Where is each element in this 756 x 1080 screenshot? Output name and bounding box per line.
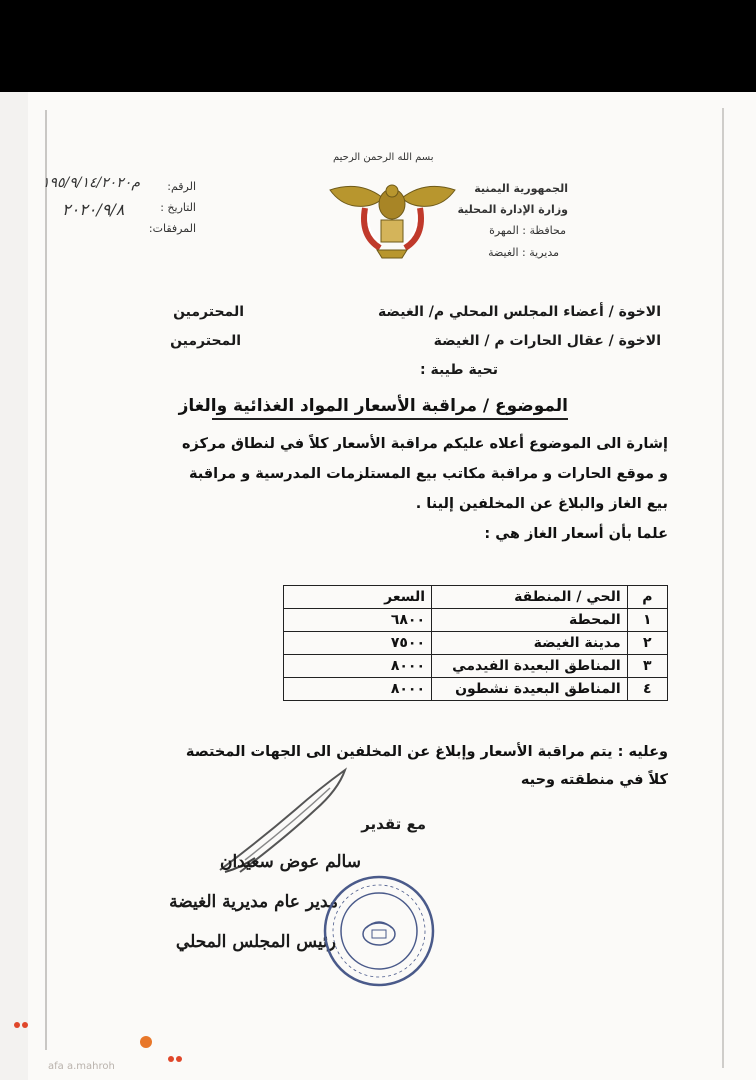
header-left-line-3: محافظة : المهرة: [489, 224, 566, 237]
signatory-title-2: رئيس المجلس المحلي: [175, 932, 336, 952]
header-price: السعر: [284, 586, 432, 609]
row-index: ١: [627, 609, 667, 632]
emblem: [325, 178, 460, 260]
row-area: مدينة الغيضة: [432, 632, 628, 655]
date-value: ٢٠٢٠/٩/٨: [62, 200, 125, 219]
attachments-label: المرفقات:: [148, 222, 196, 235]
row-area: المناطق البعيدة نشطون: [432, 678, 628, 701]
paper-fold-right: [722, 108, 724, 1068]
body-line-2: و موقع الحارات و مراقبة مكاتب بيع المستلزمات المدرسية و مراقبة: [188, 466, 668, 482]
header-left-line-1: الجمهورية اليمنية: [474, 182, 568, 195]
table-row: [284, 632, 668, 655]
signatory-name: سالم عوض سعيدان: [220, 852, 361, 872]
body-line-1: إشارة الى الموضوع أعلاه عليكم مراقبة الأسعار كلاً في لنطاق مركزه: [181, 436, 668, 452]
body-line-3: بيع الغاز والبلاغ عن المخلفين إلينا .: [415, 496, 668, 512]
yemen-eagle-emblem-icon: [325, 178, 460, 260]
row-area: المحطة: [432, 609, 628, 632]
closing-line-1: وعليه : يتم مراقبة الأسعار وإبلاغ عن المخلفين الى الجهات المختصة: [185, 744, 668, 760]
addressee-line-1: الاخوة / أعضاء المجلس المحلي م/ الغيضة: [377, 304, 661, 320]
row-index: ٤: [627, 678, 667, 701]
signatory-title-1: مدير عام مديرية الغيضة: [169, 892, 338, 912]
watermark-text: afa a.mahroh: [48, 1061, 115, 1072]
addressee-line-2: الاخوة / عقال الحارات م / الغيضة: [433, 333, 661, 349]
row-index: ٢: [627, 632, 667, 655]
header-left-line-4: مديرية : الغيضة: [488, 246, 559, 259]
gas-price-table: [283, 585, 668, 701]
row-price: ٨٠٠٠: [284, 655, 432, 678]
header-left-line-2: وزارة الإدارة المحلية: [457, 203, 568, 216]
watermark-dot-icon: [22, 1022, 28, 1028]
body-line-4: علما بأن أسعار الغاز هي :: [484, 526, 668, 542]
row-price: ٦٨٠٠: [284, 609, 432, 632]
ref-value: م١٩٥/٩/١٤/٢٠٢٠: [42, 175, 141, 191]
ref-label: الرقم:: [167, 180, 196, 193]
closing-line-2: كلاً في منطقته وحيه: [520, 772, 668, 788]
date-label: التاريخ :: [160, 201, 196, 214]
header-area: الحي / المنطقة: [432, 586, 628, 609]
row-price: ٧٥٠٠: [284, 632, 432, 655]
header-index: م: [627, 586, 667, 609]
top-black-bar: [0, 0, 756, 92]
greeting: تحية طيبة :: [419, 362, 498, 378]
subject-underline: [212, 418, 568, 420]
table-header-row: [284, 586, 668, 609]
watermark-dot-icon: [176, 1056, 182, 1062]
row-area: المناطق البعيدة الفيدمي: [432, 655, 628, 678]
addressee-honorific-2: المحترمين: [170, 333, 241, 349]
table-row: [284, 655, 668, 678]
subject-heading: الموضوع / مراقبة الأسعار المواد الغذائية والغاز: [178, 396, 568, 416]
watermark-dot-icon: [14, 1022, 20, 1028]
regards: مع تقدير: [361, 815, 426, 833]
paper-fold-left: [45, 110, 47, 1050]
row-price: ٨٠٠٠: [284, 678, 432, 701]
watermark-dot-icon: [168, 1056, 174, 1062]
addressee-honorific-1: المحترمين: [173, 304, 244, 320]
watermark-logo-icon: [140, 1036, 152, 1048]
row-index: ٣: [627, 655, 667, 678]
basmala: بسم الله الرحمن الرحيم: [333, 152, 434, 163]
table-row: [284, 678, 668, 701]
table-row: [284, 609, 668, 632]
official-stamp-icon: [320, 872, 438, 990]
